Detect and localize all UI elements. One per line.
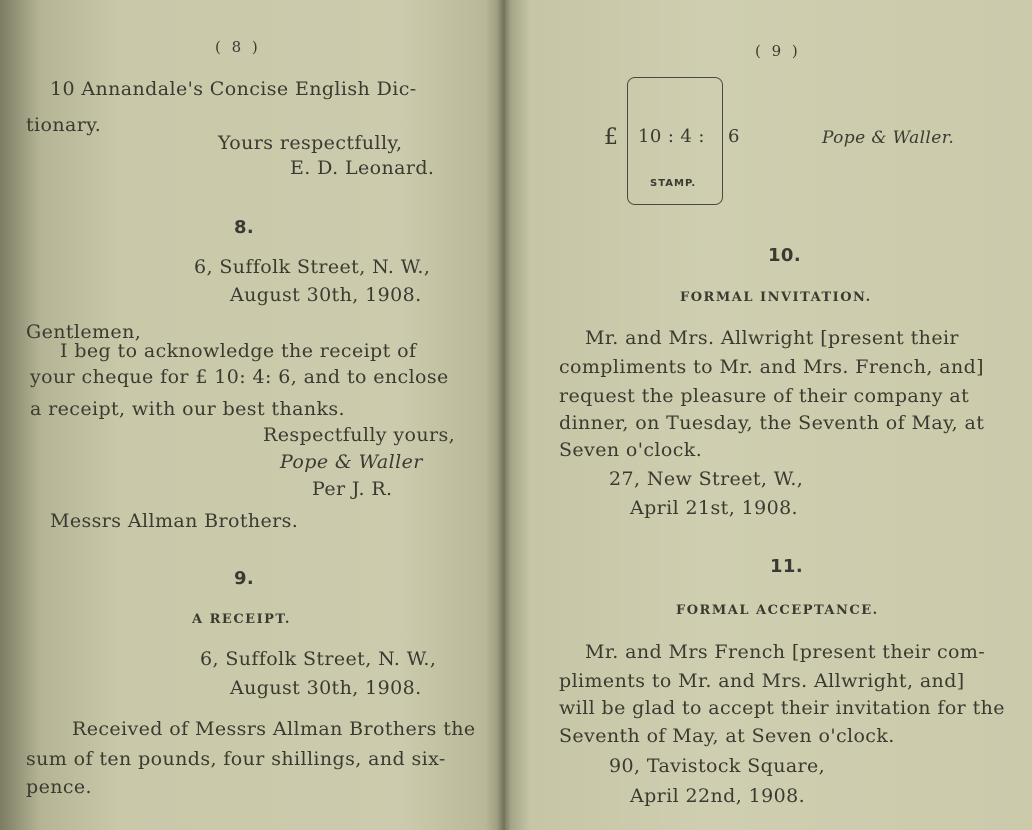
letter8-addressee: Messrs Allman Brothers.: [50, 510, 299, 532]
page-number-right: ( 9 ): [755, 42, 801, 60]
letter8-body-line3: a receipt, with our best thanks.: [30, 398, 345, 420]
letter7-signature: E. D. Leonard.: [290, 157, 435, 179]
letter8-body-line1: I beg to acknowledge the receipt of: [60, 340, 417, 362]
letter9-body-line1: Received of Messrs Allman Brothers the: [72, 718, 476, 740]
letter11-body-line4: Seventh of May, at Seven o'clock.: [559, 725, 895, 747]
letter11-number: 11.: [770, 556, 804, 577]
letter10-body-line1: Mr. and Mrs. Allwright [present their: [585, 327, 959, 349]
letter10-body-line4: dinner, on Tuesday, the Seventh of May, at: [559, 412, 985, 434]
letter7-line2: tionary.: [26, 114, 102, 136]
letter10-date: April 21st, 1908.: [630, 497, 798, 519]
letter9-date: August 30th, 1908.: [230, 677, 422, 699]
stamp-amount: 10 : 4 :: [638, 126, 705, 147]
letter8-date: August 30th, 1908.: [230, 284, 422, 306]
letter11-address: 90, Tavistock Square,: [609, 755, 826, 777]
letter10-body-line3: request the pleasure of their company at: [559, 385, 970, 407]
letter10-body-line2: compliments to Mr. and Mrs. French, and]: [559, 356, 984, 378]
letter11-heading: FORMAL ACCEPTANCE.: [676, 603, 879, 618]
letter8-firm: Pope & Waller: [280, 451, 423, 473]
letter9-address: 6, Suffolk Street, N. W.,: [200, 648, 437, 670]
letter7-line1: 10 Annandale's Concise English Dic-: [50, 78, 417, 100]
stamp-pence: 6: [728, 126, 740, 147]
letter8-salutation: Gentlemen,: [26, 321, 142, 343]
letter11-body-line2: pliments to Mr. and Mrs. Allwright, and]: [559, 670, 965, 692]
stamp-label: STAMP.: [650, 178, 697, 189]
letter10-body-line5: Seven o'clock.: [559, 439, 703, 461]
page-number-left: ( 8 ): [215, 38, 261, 56]
letter11-body-line3: will be glad to accept their invitation for the: [559, 697, 1005, 719]
letter10-address: 27, New Street, W.,: [609, 468, 804, 490]
letter10-number: 10.: [768, 245, 802, 266]
book-spine: [497, 0, 511, 830]
letter8-body-line2: your cheque for £ 10: 4: 6, and to enclose: [30, 366, 449, 388]
letter11-body-line1: Mr. and Mrs French [present their com-: [585, 641, 986, 663]
letter7-closing: Yours respectfully,: [218, 132, 403, 154]
letter9-body-line3: pence.: [26, 776, 92, 798]
letter8-address: 6, Suffolk Street, N. W.,: [194, 256, 431, 278]
letter9-heading: A RECEIPT.: [192, 612, 291, 627]
letter9-number: 9.: [234, 568, 255, 589]
letter11-date: April 22nd, 1908.: [630, 785, 806, 807]
stamp-pound-sign: £: [604, 125, 619, 150]
letter10-heading: FORMAL INVITATION.: [680, 290, 872, 305]
letter8-closing: Respectfully yours,: [263, 424, 456, 446]
letter8-number: 8.: [234, 217, 255, 238]
stamp-firm: Pope & Waller.: [822, 128, 955, 148]
letter9-body-line2: sum of ten pounds, four shillings, and six-: [26, 748, 446, 770]
letter8-per: Per J. R.: [312, 478, 393, 500]
